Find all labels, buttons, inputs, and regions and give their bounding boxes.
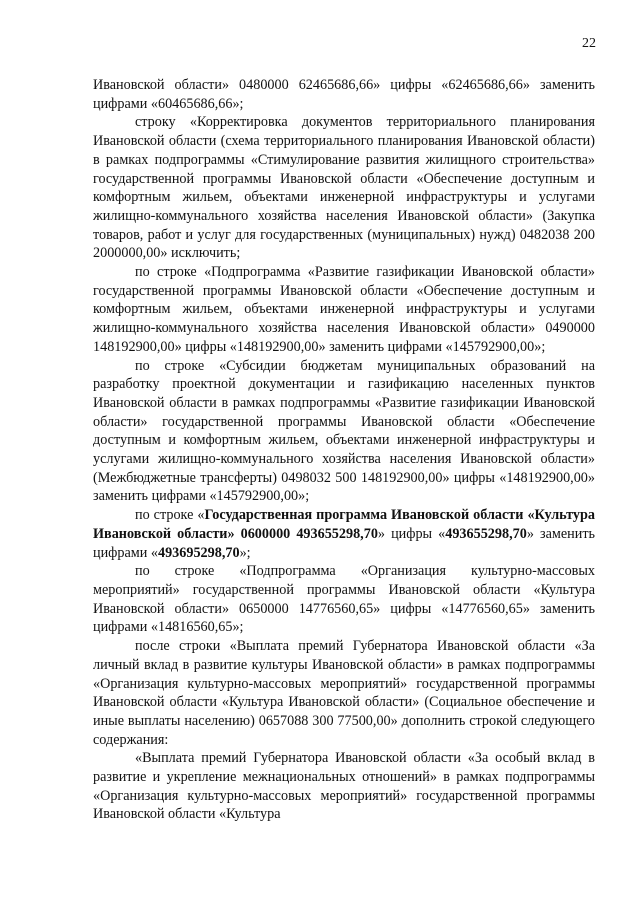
paragraph	[93, 113, 595, 263]
paragraph	[93, 562, 595, 637]
text-run: » заменить цифрами «	[93, 525, 595, 561]
paragraph	[93, 749, 595, 824]
text-run: по строке «Подпрограмма «Развитие газификации Ивановской области» государственной программы Ивановской области «Обеспечение доступным и комфортным жильем, объектами инженерной инфраструктуры и услугами жилищно-коммунального хозяйства населения Ивановской области» 0490000 148192900,00» цифры «148192900,00» заменить цифрами «145792900,00»;	[93, 264, 595, 355]
bold-text: 493655298,70	[445, 525, 527, 542]
paragraph	[93, 76, 595, 113]
text-run: по строке «	[135, 507, 205, 524]
document-body	[93, 76, 595, 824]
bold-text: 493695298,70	[157, 544, 240, 561]
text-run: по строке «Подпрограмма «Организация культурно-массовых мероприятий» государственной программы Ивановской области «Культура Ивановской области» 0650000 14776560,65» цифры «14776560,65» заменить цифрами «14816560,65»;	[93, 563, 595, 636]
text-run: »;	[239, 544, 251, 561]
text-run: » цифры «	[377, 525, 446, 542]
text-run: после строки «Выплата премий Губернатора Ивановской области «За личный вклад в развитие культуры Ивановской области» в рамках подпрограммы «Организация культурно-массовых мероприятий» государственной программы Ивановской области «Культура Ивановской области» (Социальное обеспечение и иные выплаты населению) 0657088 300 77500,00» дополнить строкой следующего содержания:	[93, 638, 595, 748]
paragraph	[93, 506, 595, 562]
text-run: по строке «Субсидии бюджетам муниципальных образований на разработку проектной документации и газификацию населенных пунктов Ивановской области в рамках подпрограммы «Развитие газификации Ивановской области» государственной программы Ивановской области «Обеспечение доступным и комфортным жильем, объектами инженерной инфраструктуры и услугами жилищно-коммунального хозяйства населения Ивановской области» (Межбюджетные трансферты) 0498032 500 148192900,00» цифры «148192900,00» заменить цифрами «145792900,00»;	[93, 357, 595, 505]
text-run: строку «Корректировка документов территориального планирования Ивановской области (схема территориального планирования Ивановской области) в рамках подпрограммы «Стимулирование развития жилищного строительства» государственной программы Ивановской области «Обеспечение доступным и комфортным жильем, объектами инженерной инфраструктуры и услугами жилищно-коммунального хозяйства населения Ивановской области» (Закупка товаров, работ и услуг для государственных (муниципальных) нужд) 0482038 200 2000000,00» исключить;	[93, 114, 595, 262]
paragraph	[93, 263, 595, 357]
text-run: «Выплата премий Губернатора Ивановской области «За особый вклад в развитие и укрепление межнациональных отношений» в рамках подпрограммы «Организация культурно-массовых мероприятий» государственной программы Ивановской области «Культура	[93, 750, 595, 823]
bold-text: Государственная программа Ивановской области «Культура Ивановской области» 0600000 493655298,70	[93, 507, 595, 542]
paragraph	[93, 637, 595, 749]
page-number: 22	[582, 36, 596, 51]
paragraph	[93, 357, 595, 507]
text-run: Ивановской области» 0480000 62465686,66» цифры «62465686,66» заменить цифрами «60465686,66»;	[93, 77, 595, 112]
